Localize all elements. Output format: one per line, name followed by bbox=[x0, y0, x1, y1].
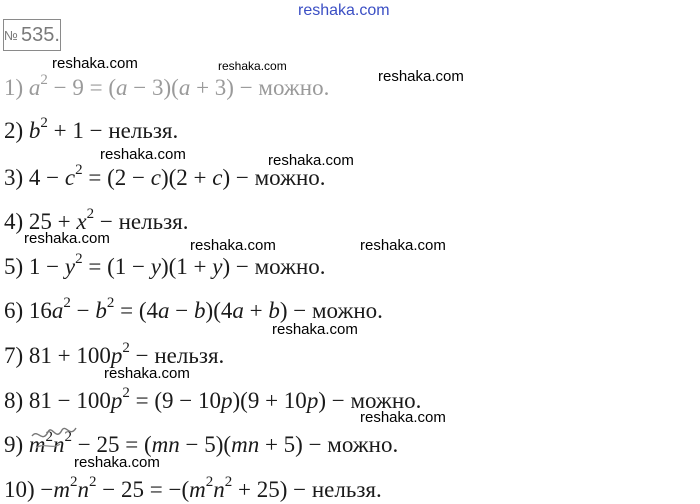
solution-line-6: 6) $16a^2 - b^2 = (4a - b)(4a + b)$ − можно. bbox=[4, 295, 383, 323]
solution-line-2: 2) $b^2 + 1$ − нельзя. bbox=[4, 115, 179, 143]
solution-line-3: 3) $4 - c^2 = (2 - c)(2 + c)$ − можно. bbox=[4, 162, 326, 190]
line-number: 1) bbox=[4, 75, 24, 100]
watermark: reshaka.com bbox=[52, 55, 138, 72]
watermark: reshaka.com bbox=[100, 146, 186, 163]
solution-line-8: 8) $81 - 100p^2 = (9 - 10p)(9 + 10p)$ − можно. bbox=[4, 385, 422, 413]
problem-number: 535. bbox=[21, 23, 60, 46]
watermark: reshaka.com bbox=[360, 409, 446, 426]
line-number: 10) bbox=[4, 477, 35, 502]
solution-line-4: 4) $25 + x^2$ − нельзя. bbox=[4, 206, 189, 234]
watermark: reshaka.com bbox=[104, 365, 190, 382]
line-number: 3) bbox=[4, 165, 24, 190]
line-number: 9) bbox=[4, 432, 24, 457]
watermark: reshaka.com bbox=[360, 237, 446, 254]
line-number: 2) bbox=[4, 118, 24, 143]
number-sign: № bbox=[4, 27, 18, 43]
watermark: reshaka.com bbox=[218, 59, 287, 73]
solution-line-7: 7) $81 + 100p^2$ − нельзя. bbox=[4, 340, 225, 368]
solution-line-9: 9) $m^2n^2 - 25 = (mn - 5)(mn + 5)$ − можно. bbox=[4, 429, 399, 457]
watermark: reshaka.com bbox=[378, 68, 464, 85]
watermark: reshaka.com bbox=[190, 237, 276, 254]
line-number: 8) bbox=[4, 388, 24, 413]
watermark: reshaka.com bbox=[272, 321, 358, 338]
line-number: 6) bbox=[4, 298, 24, 323]
watermark: reshaka.com bbox=[268, 152, 354, 169]
watermark: reshaka.com bbox=[74, 454, 160, 471]
solution-line-10: $10) -m^2n^2 - 25 = -(m^2n^2 + 25)$ − нельзя. bbox=[4, 474, 382, 502]
line-number: 5) bbox=[4, 254, 24, 279]
site-header-watermark: reshaka.com bbox=[298, 2, 390, 19]
watermark: reshaka.com bbox=[24, 230, 110, 247]
line-number: 4) bbox=[4, 209, 24, 234]
pencil-scribble-icon bbox=[30, 418, 80, 452]
solution-line-1: 1) $a^2 - 9 = (a - 3)(a + 3)$ − можно. bbox=[4, 72, 330, 100]
line-number: 7) bbox=[4, 343, 24, 368]
problem-number-box bbox=[3, 19, 61, 51]
solution-line-5: 5) $1 - y^2 = (1 - y)(1 + y)$ − можно. bbox=[4, 251, 326, 279]
